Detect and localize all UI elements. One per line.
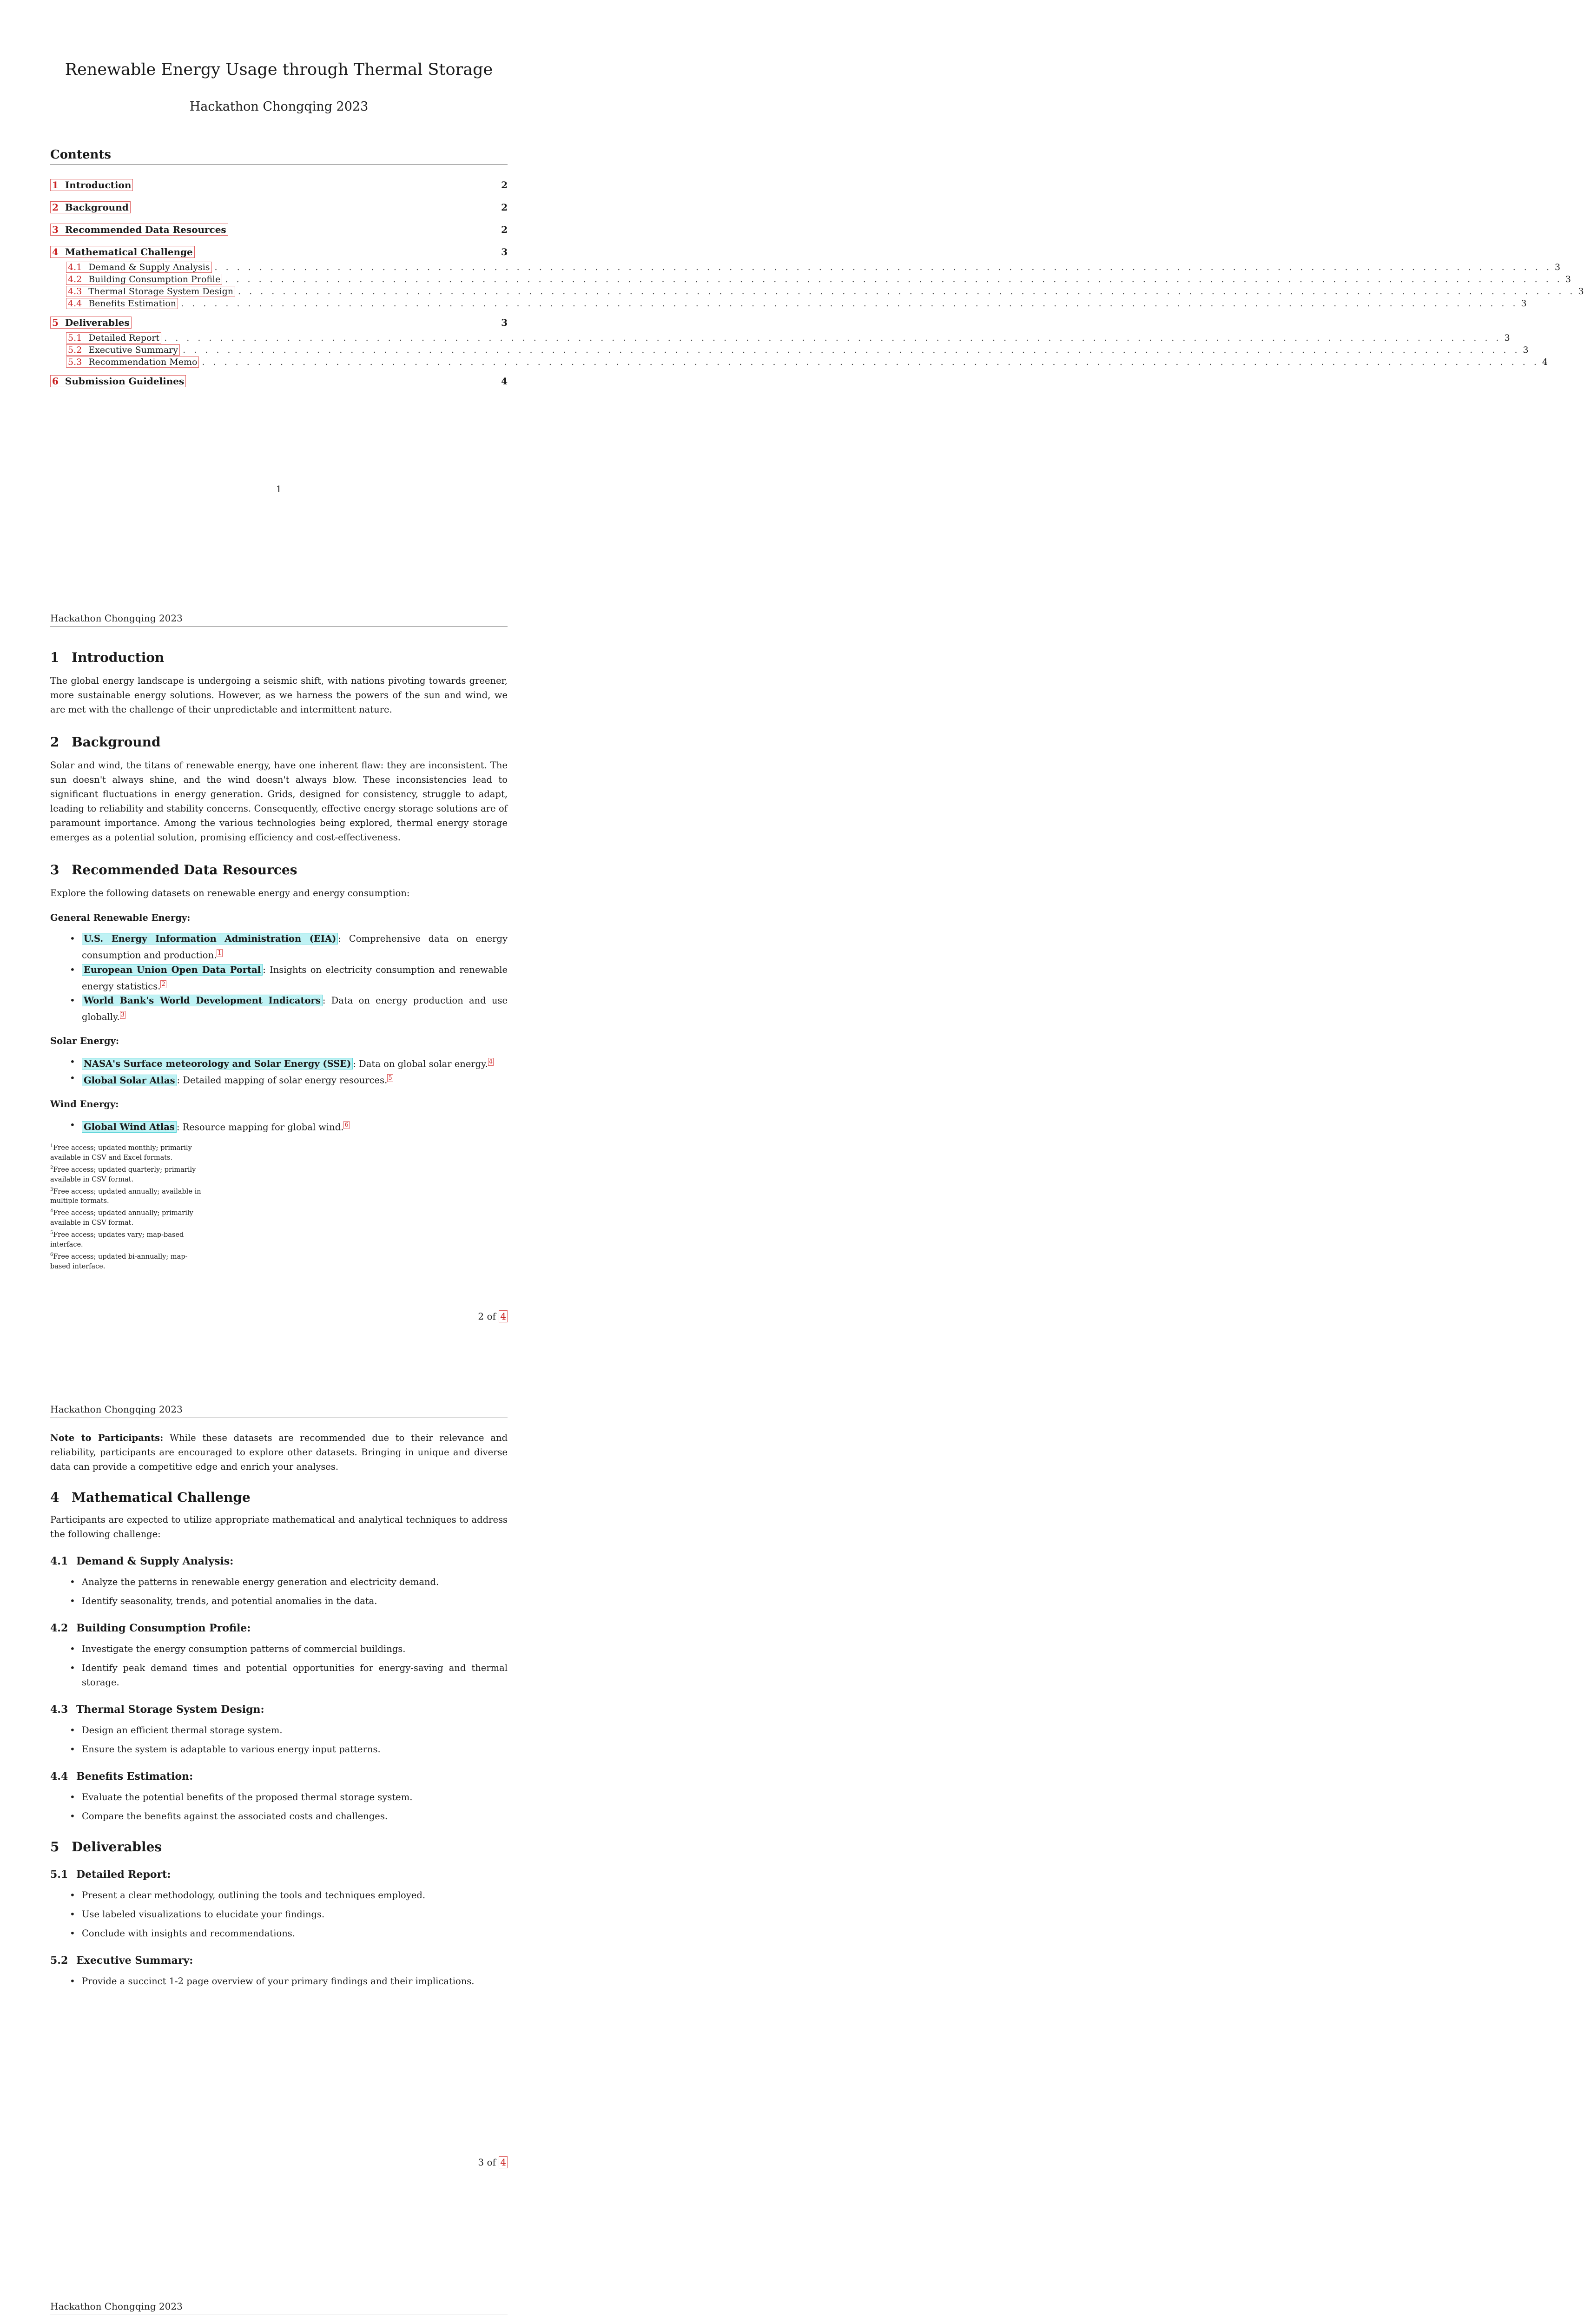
page-4 (0, 2273, 558, 2324)
footnote (50, 1250, 204, 1272)
toc-leader-dots: . . . . . . . . . . . . . . . . . . . . . . . . . . . . . . . . . . . . . . . . . . . . . . . . . . . . . . . . . . . . . . . . . . . . . . . . . . . . . . . . . . . . . . . . . . . . . . . . . . . . . . . . . . . . . . . . . . . . . . . . (238, 286, 1576, 297)
toc-entry (50, 298, 1527, 310)
toc-entry-label: Building Consumption Profile (88, 274, 221, 284)
resource-description: : Detailed mapping of solar energy resources. (177, 1075, 388, 1086)
bullet-item: • Conclude with insights and recommendations. (50, 1926, 508, 1941)
subsection-number: 4.4 (50, 1770, 68, 1783)
subsection-heading (50, 1770, 508, 1783)
subsection-bullets (50, 1790, 508, 1823)
toc-link[interactable] (50, 375, 186, 387)
footnote-text: Free access; updated monthly; primarily available in CSV and Excel formats. (50, 1144, 192, 1162)
resource-link[interactable]: Global Solar Atlas (82, 1075, 177, 1086)
resource-description: : Insights on electricity consumption and renewable energy statistics. (82, 964, 508, 991)
toc-entry-page: 3 (1523, 345, 1529, 355)
toc-heading: Contents (50, 148, 112, 162)
subsection-number: 4.2 (50, 1622, 68, 1634)
toc-entry-label: Benefits Estimation (88, 298, 177, 309)
toc-entry-number: 5.1 (68, 333, 82, 343)
bullet-item: • Ensure the system is adaptable to various energy input patterns. (50, 1742, 508, 1756)
resource-description: : Comprehensive data on energy consumption and production. (82, 933, 508, 961)
general-energy-list (50, 931, 508, 1024)
toc-entry-page: 4 (501, 376, 508, 387)
footnote-number: 6 (50, 1252, 53, 1258)
footnote-marker[interactable]: 6 (344, 1121, 349, 1129)
footnote (50, 1163, 204, 1185)
subsection-title: Building Consumption Profile: (76, 1622, 251, 1634)
bullet-item: • Analyze the patterns in renewable energy generation and electricity demand. (50, 1575, 508, 1589)
subsection-heading (50, 1954, 508, 1967)
toc-entry-label: Mathematical Challenge (65, 246, 193, 257)
wind-energy-list (50, 1118, 508, 1135)
toc-entry-label: Recommended Data Resources (65, 224, 226, 235)
footnote-number: 5 (50, 1230, 53, 1236)
resource-link[interactable]: Global Wind Atlas (82, 1121, 177, 1133)
toc-entry-label: Deliverables (65, 317, 130, 328)
toc-link[interactable] (66, 262, 212, 273)
toc-entry-label: Recommendation Memo (88, 357, 198, 367)
page-number: 3 of 4 (478, 2157, 508, 2168)
toc-entry-page: 3 (1504, 333, 1510, 343)
bullet-item: • Evaluate the potential benefits of the proposed thermal storage system. (50, 1790, 508, 1804)
toc-entry (50, 262, 1561, 274)
footnote-marker[interactable]: 1 (218, 950, 222, 957)
resource-item (50, 993, 508, 1024)
challenge-subsections (50, 1555, 508, 1823)
subsection-title: Detailed Report: (76, 1868, 171, 1881)
resource-item (50, 1118, 508, 1135)
introduction-text: The global energy landscape is undergoing a seismic shift, with nations pivoting towards greener, more sustainable energy solutions. However, as we harness the powers of the sun and wind, we are met with the challenge of their unpredictable and intermittent nature. (50, 675, 508, 715)
resource-item (50, 931, 508, 963)
section-heading-data-resources: 3 Recommended Data Resources (50, 862, 297, 878)
footnote-marker[interactable]: 2 (161, 980, 165, 988)
footnote-text: Free access; updated annually; primarily available in CSV format. (50, 1209, 193, 1227)
toc-entry-number: 5 (52, 317, 59, 328)
subsection-number: 5.2 (50, 1954, 68, 1967)
toc-entry-number: 4.4 (68, 298, 82, 309)
footnote-marker[interactable]: 3 (120, 1011, 125, 1018)
footnote (50, 1206, 204, 1228)
subsection-heading (50, 1868, 508, 1881)
toc-entry (50, 375, 508, 391)
footnote-marker[interactable]: 4 (488, 1058, 493, 1065)
toc-entry (50, 317, 508, 332)
wind-energy-heading: Wind Energy: (50, 1098, 119, 1109)
toc-leader-dots: . . . . . . . . . . . . . . . . . . . . . . . . . . . . . . . . . . . . . . . . . . . . . . . . . . . . . . . . . . . . . . . . . . . . . . . . . . . . . . . . . . . . . . . . . . . . . . . . . . . . . . . . . . . . . . . . . . . . . . . . (181, 298, 1518, 309)
toc-entry (50, 224, 508, 239)
toc-entry-page: 3 (501, 246, 508, 257)
resource-description: : Data on global solar energy. (353, 1058, 488, 1069)
note-to-participants: Note to Participants: While these datasets are recommended due to their relevance and reliability, participants are encouraged to explore other datasets. Bringing in unique and diverse data can provide a competitive edge and enrich your analyses. (50, 1433, 508, 1472)
footnotes (50, 1139, 204, 1272)
toc-leader-dots: . . . . . . . . . . . . . . . . . . . . . . . . . . . . . . . . . . . . . . . . . . . . . . . . . . . . . . . . . . . . . . . . . . . . . . . . . . . . . . . . . . . . . . . . . . . . . . . . . . . . . . . . . . . . . . . . . . . . . . . . (214, 262, 1552, 272)
solar-energy-heading: Solar Energy: (50, 1035, 119, 1046)
toc-entry-label: Executive Summary (88, 345, 178, 355)
bullet-item: • Identify seasonality, trends, and potential anomalies in the data. (50, 1594, 508, 1608)
bullet-item: • Use labeled visualizations to elucidate your findings. (50, 1907, 508, 1921)
resource-item (50, 963, 508, 994)
footnote (50, 1228, 204, 1250)
toc-leader-dots: . . . . . . . . . . . . . . . . . . . . . . . . . . . . . . . . . . . . . . . . . . . . . . . . . . . . . . . . . . . . . . . . . . . . . . . . . . . . . . . . . . . . . . . . . . . . . . . . . . . . . . . . . . . . . . . . . . . . . . . . (202, 357, 1539, 367)
running-header: Hackathon Chongqing 2023 (50, 1404, 183, 1415)
toc-entry (50, 332, 1510, 344)
page-2 (0, 553, 558, 1348)
running-header: Hackathon Chongqing 2023 (50, 613, 183, 624)
toc-link[interactable] (66, 344, 180, 356)
subsection-heading (50, 1622, 508, 1634)
toc-link[interactable] (66, 298, 178, 309)
footnote-text: Free access; updates vary; map-based interface. (50, 1231, 184, 1249)
data-resources-intro: Explore the following datasets on renewable energy and energy consumption: (50, 888, 410, 898)
toc-entry-label: Thermal Storage System Design (88, 286, 234, 297)
footnote-text: Free access; updated quarterly; primarily available in CSV format. (50, 1166, 196, 1183)
resource-link[interactable]: U.S. Energy Information Administration (EIA) (82, 933, 338, 944)
section-heading-introduction: 1 Introduction (50, 650, 165, 665)
document-subtitle: Hackathon Chongqing 2023 (189, 99, 369, 114)
subsection-bullets (50, 1642, 508, 1690)
subsection-bullets (50, 1888, 508, 1941)
toc-link[interactable] (50, 179, 133, 191)
footnote-marker[interactable]: 5 (388, 1075, 392, 1082)
toc-entry (50, 179, 508, 195)
deliverables-subsections (50, 1868, 508, 1988)
toc-entry-page: 2 (501, 202, 508, 213)
footnote (50, 1185, 204, 1207)
resource-item (50, 1071, 508, 1088)
toc-entry-page: 3 (501, 317, 508, 328)
toc-entry-label: Background (65, 202, 129, 213)
toc-entry (50, 344, 1529, 357)
toc-leader-dots: . . . . . . . . . . . . . . . . . . . . . . . . . . . . . . . . . . . . . . . . . . . . . . . . . . . . . . . . . . . . . . . . . . . . . . . . . . . . . . . . . . . . . . . . . . . . . . . . . . . . . . . . . . . . . . . . . . . . . . . . (164, 333, 1502, 343)
subsection-title: Demand & Supply Analysis: (76, 1555, 234, 1567)
page-1 (0, 0, 1584, 525)
toc-entry-number: 4.2 (68, 274, 82, 284)
bullet-item: • Compare the benefits against the associated costs and challenges. (50, 1809, 508, 1823)
bullet-item: • Design an efficient thermal storage system. (50, 1723, 508, 1737)
toc-entry-number: 4.3 (68, 286, 82, 297)
footnote-number: 3 (50, 1187, 53, 1192)
footnote-number: 4 (50, 1208, 53, 1214)
toc-entry (50, 246, 508, 262)
toc-entry-number: 4 (52, 246, 59, 257)
toc-entry-page: 3 (1555, 262, 1561, 272)
toc-leader-dots: . . . . . . . . . . . . . . . . . . . . . . . . . . . . . . . . . . . . . . . . . . . . . . . . . . . . . . . . . . . . . . . . . . . . . . . . . . . . . . . . . . . . . . . . . . . . . . . . . . . . . . . . . . . . . . . . . . . . . . . . (183, 345, 1520, 355)
toc-entry-page: 2 (501, 224, 508, 235)
toc-entry-label: Demand & Supply Analysis (88, 262, 210, 272)
section-heading-background: 2 Background (50, 734, 161, 750)
document-title: Renewable Energy Usage through Thermal Storage (65, 60, 493, 79)
footnote-number: 2 (50, 1165, 53, 1170)
subsection-heading (50, 1703, 508, 1716)
toc-entry-page: 3 (1565, 274, 1571, 284)
page-3 (0, 1376, 558, 2250)
table-of-contents (50, 179, 1584, 391)
subsection-bullets (50, 1575, 508, 1608)
toc-entry-page: 3 (1578, 286, 1584, 297)
toc-link[interactable] (66, 357, 199, 368)
toc-entry-label: Detailed Report (88, 333, 160, 343)
bullet-item: • Identify peak demand times and potential opportunities for energy-saving and thermal storage. (50, 1661, 508, 1690)
subsection-number: 4.3 (50, 1703, 68, 1716)
toc-entry-label: Introduction (65, 179, 132, 191)
toc-entry-page: 4 (1542, 357, 1548, 367)
subsection-number: 5.1 (50, 1868, 68, 1881)
subsection-number: 4.1 (50, 1555, 68, 1567)
toc-entry-number: 4.1 (68, 262, 82, 272)
subsection-title: Executive Summary: (76, 1954, 193, 1967)
footnote-text: Free access; updated annually; available in multiple formats. (50, 1188, 201, 1205)
toc-entry (50, 286, 1584, 298)
toc-entry-number: 3 (52, 224, 59, 235)
bullet-item: • Investigate the energy consumption patterns of commercial buildings. (50, 1642, 508, 1656)
resource-link[interactable]: World Bank's World Development Indicators (82, 995, 323, 1006)
bullet-item: • Present a clear methodology, outlining the tools and techniques employed. (50, 1888, 508, 1902)
subsection-title: Thermal Storage System Design: (76, 1703, 264, 1716)
toc-entry (50, 274, 1571, 286)
toc-entry-page: 3 (1521, 298, 1527, 309)
subsection-bullets (50, 1974, 508, 1988)
toc-link[interactable] (50, 246, 195, 258)
toc-link[interactable] (50, 201, 131, 213)
page-number: 1 (276, 483, 282, 495)
resource-description: : Data on energy production and use globally. (82, 995, 508, 1023)
challenge-intro: Participants are expected to utilize appropriate mathematical and analytical techniques to address the following challenge: (50, 1514, 508, 1539)
subsection-title: Benefits Estimation: (76, 1770, 193, 1783)
section-heading-deliverables: 5 Deliverables (50, 1839, 162, 1855)
toc-link[interactable] (50, 317, 132, 329)
toc-entry (50, 201, 508, 217)
resource-link[interactable]: NASA's Surface meteorology and Solar Energy (SSE) (82, 1058, 353, 1070)
footnote (50, 1141, 204, 1163)
resource-description: : Resource mapping for global wind. (176, 1122, 344, 1132)
toc-entry-number: 1 (52, 179, 59, 191)
section-heading-challenge: 4 Mathematical Challenge (50, 1490, 251, 1505)
toc-leader-dots: . . . . . . . . . . . . . . . . . . . . . . . . . . . . . . . . . . . . . . . . . . . . . . . . . . . . . . . . . . . . . . . . . . . . . . . . . . . . . . . . . . . . . . . . . . . . . . . . . . . . . . . . . . . . . . . . . . . . . . . . (225, 274, 1563, 284)
toc-link[interactable] (50, 224, 228, 236)
page-number: 2 of 4 (478, 1311, 508, 1322)
toc-entry-number: 5.2 (68, 345, 82, 355)
bullet-item: • Provide a succinct 1-2 page overview of your primary findings and their implications. (50, 1974, 508, 1988)
resource-item (50, 1055, 508, 1071)
toc-link[interactable] (66, 332, 161, 343)
footnote-number: 1 (50, 1143, 53, 1149)
toc-entry-number: 2 (52, 202, 59, 213)
total-pages-link[interactable]: 4 (499, 1310, 508, 1322)
toc-link[interactable] (66, 286, 235, 297)
solar-energy-list (50, 1055, 508, 1088)
resource-link[interactable]: European Union Open Data Portal (82, 964, 263, 976)
toc-link[interactable] (66, 274, 222, 285)
background-text: Solar and wind, the titans of renewable energy, have one inherent flaw: they are inconsistent. The sun doesn't always shine, and the wind doesn't always blow. These inconsistencies lead to significant fluctuations in energy generation. Grids, designed for consistency, struggle to adapt, leading to reliability and stability concerns. Consequently, effective energy storage solutions are of paramount importance. Among the various technologies being explored, thermal energy storage emerges as a potential solution, promising efficiency and cost-effectiveness. (50, 760, 508, 843)
toc-entry (50, 357, 1548, 369)
subsection-heading (50, 1555, 508, 1567)
footnote-text: Free access; updated bi-annually; map-based interface. (50, 1253, 188, 1270)
subsection-bullets (50, 1723, 508, 1756)
toc-entry-label: Submission Guidelines (65, 376, 185, 387)
toc-entry-number: 5.3 (68, 357, 82, 367)
toc-entry-number: 6 (52, 376, 59, 387)
general-energy-heading: General Renewable Energy: (50, 912, 191, 923)
total-pages-link[interactable]: 4 (499, 2156, 508, 2168)
toc-entry-page: 2 (501, 179, 508, 191)
running-header: Hackathon Chongqing 2023 (50, 2301, 183, 2312)
